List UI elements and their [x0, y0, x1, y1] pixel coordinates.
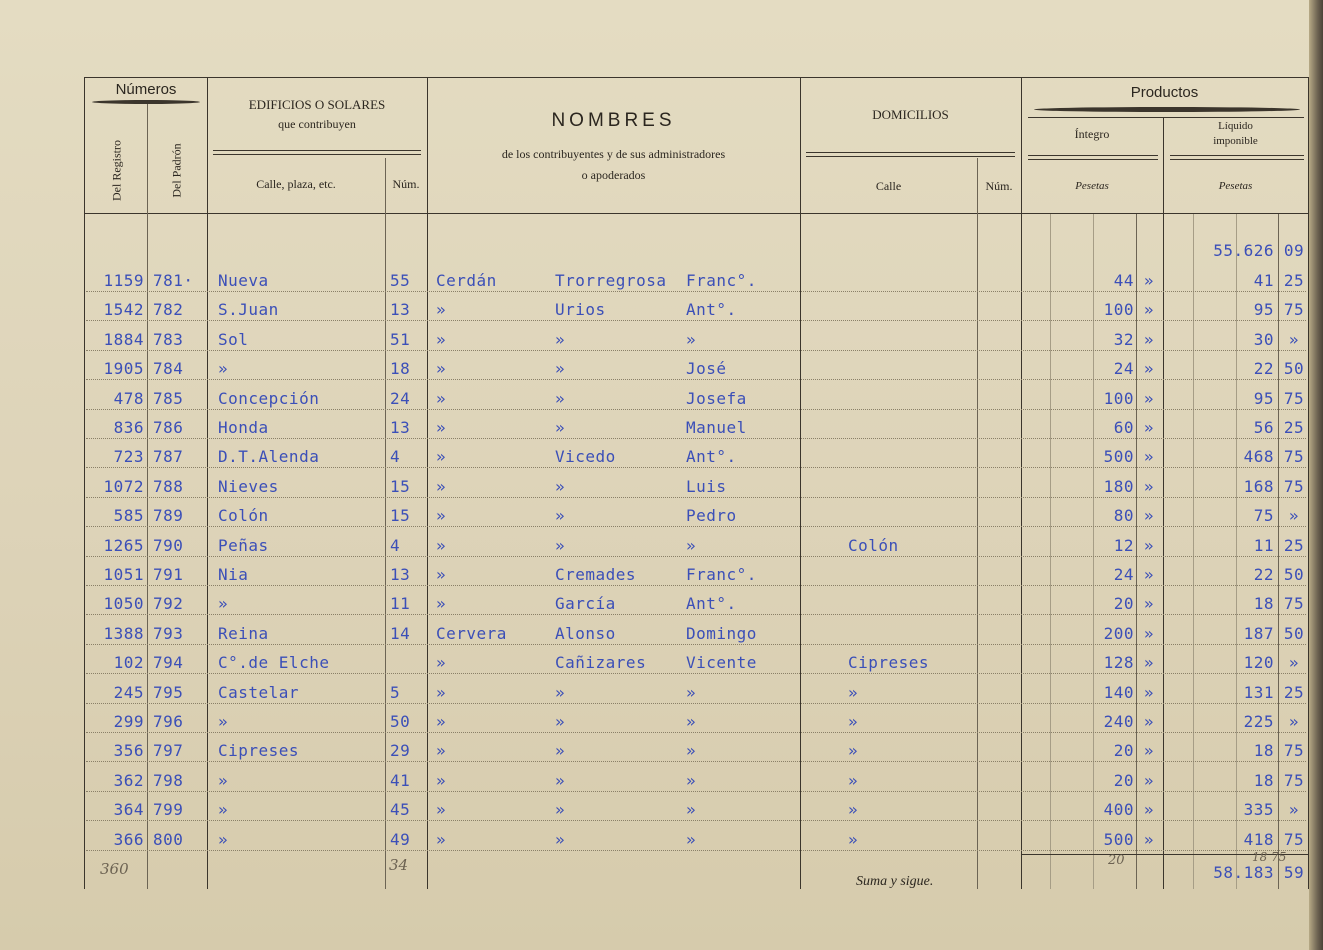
cell-reg: 1542	[103, 300, 144, 320]
cell-liq-c: 25	[1283, 418, 1305, 437]
cell-street: Reina	[218, 623, 269, 643]
header-integro: Íntegro	[1074, 127, 1110, 141]
cell-num: 13	[390, 300, 411, 320]
cell-num: 4	[390, 447, 401, 467]
cell-street: Colón	[218, 506, 269, 526]
header-productos-title: Productos	[1130, 84, 1199, 101]
cell-liq: 18	[1253, 594, 1274, 614]
cell-int: 20	[1113, 594, 1134, 614]
cell-n3: »	[686, 800, 697, 820]
cell-liq: 22	[1253, 359, 1274, 379]
cell-reg: 836	[113, 418, 144, 437]
cell-num: 55	[390, 271, 411, 290]
cell-int: 20	[1113, 770, 1134, 790]
carried-total-pesetas: 55.626	[1213, 241, 1274, 260]
cell-liq: 75	[1253, 506, 1274, 526]
cell-liq-c: »	[1288, 329, 1300, 349]
cell-reg: 364	[113, 800, 144, 820]
cell-n1: »	[436, 800, 447, 820]
cell-n1: »	[436, 359, 447, 379]
cell-liq-c: 25	[1283, 535, 1305, 555]
cell-liq: 18	[1253, 741, 1274, 761]
cell-num: 29	[390, 741, 411, 761]
row-rule	[86, 467, 1306, 468]
cell-liq-c: 75	[1283, 829, 1305, 849]
row-rule	[86, 291, 1306, 292]
cell-liq-c: 75	[1283, 741, 1305, 761]
row-rule	[86, 791, 1306, 792]
cell-int-c: »	[1143, 623, 1155, 643]
cell-n2: »	[555, 682, 566, 702]
cell-n2: Vicedo	[555, 447, 616, 467]
cell-n2: »	[555, 359, 566, 379]
cell-pad: 798	[153, 770, 184, 790]
header-nombres-sub2: o apoderados	[581, 168, 646, 182]
cell-n1: »	[436, 476, 447, 496]
cell-n2: Cremades	[555, 565, 637, 584]
cell-n2: »	[555, 476, 566, 496]
row-rule	[86, 320, 1306, 321]
cell-liq: 22	[1253, 565, 1274, 584]
cell-street: »	[218, 712, 229, 731]
cell-num: 13	[390, 565, 411, 584]
cell-pad: 792	[153, 594, 184, 614]
cell-n2: »	[555, 800, 566, 820]
footer-hand-num: 34	[389, 856, 409, 874]
header-edificios-title: EDIFICIOS O SOLARES	[248, 97, 386, 112]
row-rule	[86, 761, 1306, 762]
cell-int: 32	[1113, 329, 1134, 349]
cell-pad: 787	[153, 447, 184, 467]
cell-n2: »	[555, 535, 566, 555]
cell-n3: Domingo	[686, 623, 757, 643]
row-rule	[86, 350, 1306, 351]
cell-pad: 799	[153, 800, 184, 820]
row-rule	[86, 732, 1306, 733]
cell-int: 128	[1103, 653, 1134, 673]
cell-n3: »	[686, 682, 697, 702]
cell-num: 49	[390, 829, 411, 849]
cell-n1: »	[436, 682, 447, 702]
footer-hand-liq: 18 75	[1252, 850, 1287, 864]
cell-int-c: »	[1143, 271, 1155, 290]
cell-street: S.Juan	[218, 300, 279, 320]
cell-liq: 468	[1243, 447, 1274, 467]
cell-int-c: »	[1143, 829, 1155, 849]
cell-dom: »	[848, 712, 859, 731]
header-calle: Calle	[875, 179, 902, 193]
header-domicilios-title: DOMICILIOS	[872, 107, 949, 122]
cell-pad: 795	[153, 682, 184, 702]
cell-num: 15	[390, 506, 411, 526]
cell-reg: 362	[113, 770, 144, 790]
cell-n2: »	[555, 388, 566, 408]
cell-n3: Franc°.	[686, 565, 757, 584]
cell-pad: 789	[153, 506, 184, 526]
cell-n1: »	[436, 741, 447, 761]
row-rule	[86, 644, 1306, 645]
cell-pad: 788	[153, 476, 184, 496]
cell-street: Concepción	[218, 388, 320, 408]
cell-n2: »	[555, 329, 566, 349]
cell-n3: »	[686, 741, 697, 761]
cell-int: 140	[1103, 682, 1134, 702]
cell-liq: 120	[1243, 653, 1274, 673]
cell-num: 50	[390, 712, 411, 731]
row-rule	[86, 438, 1306, 439]
cell-liq: 11	[1253, 535, 1274, 555]
footer-total-pesetas: 58.183	[1213, 863, 1274, 882]
header-num2: Núm.	[985, 179, 1013, 193]
row-rule	[86, 673, 1306, 674]
cell-num: 18	[390, 359, 411, 379]
cell-reg: 1388	[103, 623, 144, 643]
cell-pad: 796	[153, 712, 184, 731]
cell-int: 100	[1103, 300, 1134, 320]
cell-n1: »	[436, 565, 447, 584]
cell-reg: 585	[113, 506, 144, 526]
cell-reg: 245	[113, 682, 144, 702]
cell-int: 24	[1113, 359, 1134, 379]
cell-pad: 790	[153, 535, 184, 555]
cell-int-c: »	[1143, 447, 1155, 467]
row-rule	[86, 556, 1306, 557]
cell-int: 80	[1113, 506, 1134, 526]
cell-n3: José	[686, 359, 727, 379]
cell-liq-c: 75	[1283, 770, 1305, 790]
cell-liq-c: 75	[1283, 447, 1305, 467]
cell-n3: »	[686, 770, 697, 790]
header-nombres-title: NOMBRES	[551, 110, 676, 131]
cell-int-c: »	[1143, 418, 1155, 437]
cell-street: »	[218, 359, 229, 379]
row-rule	[86, 526, 1306, 527]
cell-n2: »	[555, 712, 566, 731]
row-rule	[86, 585, 1306, 586]
cell-num: 11	[390, 594, 411, 614]
header-pesetas-2: Pesetas	[1218, 180, 1253, 192]
cell-n3: Ant°.	[686, 300, 737, 320]
cell-dom: »	[848, 829, 859, 849]
cell-liq-c: »	[1288, 712, 1300, 731]
cell-street: Sol	[218, 329, 249, 349]
cell-int-c: »	[1143, 329, 1155, 349]
cell-dom: »	[848, 800, 859, 820]
footer-total-cents: 59	[1283, 863, 1305, 882]
footer-suma: Suma y sigue.	[856, 874, 934, 889]
cell-liq-c: »	[1288, 653, 1300, 673]
cell-n3: »	[686, 535, 697, 555]
cell-n3: Manuel	[686, 418, 747, 437]
cell-n1: »	[436, 447, 447, 467]
cell-int-c: »	[1143, 682, 1155, 702]
cell-int-c: »	[1143, 300, 1155, 320]
cell-reg: 1072	[103, 476, 144, 496]
cell-n3: »	[686, 329, 697, 349]
header-del-registro: Del Registro	[109, 140, 124, 201]
footer-hand-int: 20	[1108, 853, 1125, 868]
header-calle-plaza: Calle, plaza, etc.	[256, 177, 336, 191]
cell-n1: »	[436, 594, 447, 614]
cell-int: 200	[1103, 623, 1134, 643]
cell-street: »	[218, 594, 229, 614]
cell-pad: 786	[153, 418, 184, 437]
cell-int: 240	[1103, 712, 1134, 731]
cell-street: C°.de Elche	[218, 653, 330, 673]
cell-street: »	[218, 829, 229, 849]
cell-int: 180	[1103, 476, 1134, 496]
cell-num: 41	[390, 770, 411, 790]
cell-liq: 335	[1243, 800, 1274, 820]
cell-num: 14	[390, 623, 411, 643]
cell-street: »	[218, 800, 229, 820]
cell-pad: 794	[153, 653, 184, 673]
cell-liq: 41	[1253, 271, 1274, 290]
row-rule	[86, 820, 1306, 821]
cell-n3: Pedro	[686, 506, 737, 526]
cell-n3: »	[686, 712, 697, 731]
cell-n1: »	[436, 829, 447, 849]
cell-pad: 785	[153, 388, 184, 408]
cell-int-c: »	[1143, 535, 1155, 555]
cell-pad: 784	[153, 359, 184, 379]
cell-int: 20	[1113, 741, 1134, 761]
cell-n3: Ant°.	[686, 594, 737, 614]
cell-n1: Cervera	[436, 623, 507, 643]
cell-dom: Colón	[848, 535, 899, 555]
cell-n1: »	[436, 770, 447, 790]
cell-num: 5	[390, 682, 401, 702]
cell-street: Nueva	[218, 271, 269, 290]
cell-int: 44	[1113, 271, 1134, 290]
cell-int: 12	[1113, 535, 1134, 555]
cell-n1: »	[436, 535, 447, 555]
cell-n3: Vicente	[686, 653, 757, 673]
cell-reg: 102	[113, 653, 144, 673]
cell-reg: 1884	[103, 329, 144, 349]
header-pesetas-1: Pesetas	[1075, 180, 1109, 192]
cell-liq: 131	[1243, 682, 1274, 702]
row-rule	[86, 497, 1306, 498]
footer-hand-reg: 360	[100, 860, 129, 878]
cell-n3: Luis	[686, 476, 727, 496]
cell-liq: 418	[1243, 829, 1274, 849]
cell-reg: 1159	[103, 271, 144, 290]
cell-reg: 1050	[103, 594, 144, 614]
cell-n2: Alonso	[555, 623, 616, 643]
cell-liq-c: »	[1288, 800, 1300, 820]
cell-int-c: »	[1143, 594, 1155, 614]
cell-n1: »	[436, 388, 447, 408]
cell-street: Peñas	[218, 535, 269, 555]
cell-liq-c: »	[1288, 506, 1300, 526]
cell-int: 500	[1103, 829, 1134, 849]
cell-int-c: »	[1143, 506, 1155, 526]
cell-n2: »	[555, 506, 566, 526]
cell-n1: »	[436, 712, 447, 731]
cell-pad: 791	[153, 565, 184, 584]
header-del-padron: Del Padrón	[169, 143, 184, 198]
cell-int-c: »	[1143, 770, 1155, 790]
row-rule	[86, 379, 1306, 380]
cell-liq: 95	[1253, 388, 1274, 408]
row-rule	[86, 850, 1306, 851]
cell-n1: »	[436, 329, 447, 349]
cell-n3: Ant°.	[686, 447, 737, 467]
cell-num: 15	[390, 476, 411, 496]
cell-int-c: »	[1143, 653, 1155, 673]
cell-pad: 781·	[153, 271, 194, 290]
cell-reg: 1051	[103, 565, 144, 584]
cell-liq-c: 50	[1283, 565, 1305, 584]
cell-liq-c: 50	[1283, 359, 1305, 379]
cell-liq: 95	[1253, 300, 1274, 320]
cell-dom: Cipreses	[848, 653, 930, 673]
cell-pad: 797	[153, 741, 184, 761]
cell-int-c: »	[1143, 741, 1155, 761]
cell-dom: »	[848, 741, 859, 761]
cell-pad: 783	[153, 329, 184, 349]
cell-reg: 1265	[103, 535, 144, 555]
cell-num: 51	[390, 329, 411, 349]
cell-n2: Cañizares	[555, 653, 647, 673]
header-liquido-1: Líquido	[1218, 120, 1253, 132]
cell-reg: 478	[113, 388, 144, 408]
cell-street: Nieves	[218, 476, 279, 496]
cell-n1: »	[436, 653, 447, 673]
cell-street: D.T.Alenda	[218, 447, 320, 467]
cell-street: »	[218, 770, 229, 790]
row-rule	[86, 703, 1306, 704]
cell-liq: 168	[1243, 476, 1274, 496]
cell-int-c: »	[1143, 388, 1155, 408]
cell-liq-c: 25	[1283, 682, 1305, 702]
cell-n1: »	[436, 418, 447, 437]
cell-n2: »	[555, 741, 566, 761]
cell-liq-c: 75	[1283, 476, 1305, 496]
cell-reg: 1905	[103, 359, 144, 379]
cell-int: 24	[1113, 565, 1134, 584]
cell-n2: »	[555, 770, 566, 790]
cell-int-c: »	[1143, 800, 1155, 820]
cell-n3: Franc°.	[686, 271, 757, 290]
cell-int: 400	[1103, 800, 1134, 820]
cell-int-c: »	[1143, 565, 1155, 584]
header-numeros: Números	[115, 81, 177, 98]
header-liquido-2: imponible	[1213, 135, 1258, 147]
cell-liq: 225	[1243, 712, 1274, 731]
cell-n2: »	[555, 418, 566, 437]
cell-n2: »	[555, 829, 566, 849]
cell-reg: 366	[113, 829, 144, 849]
cell-pad: 800	[153, 829, 184, 849]
cell-num: 13	[390, 418, 411, 437]
cell-n2: Urios	[555, 300, 606, 320]
cell-int-c: »	[1143, 359, 1155, 379]
cell-liq-c: 75	[1283, 594, 1305, 614]
cell-n2: Trorregrosa	[555, 271, 667, 290]
cell-num: 45	[390, 800, 411, 820]
cell-liq: 18	[1253, 770, 1274, 790]
cell-pad: 782	[153, 300, 184, 320]
cell-liq: 30	[1253, 329, 1274, 349]
cell-street: Nia	[218, 565, 249, 584]
cell-liq-c: 50	[1283, 623, 1305, 643]
cell-int: 100	[1103, 388, 1134, 408]
header-num: Núm.	[392, 177, 420, 191]
cell-n1: »	[436, 506, 447, 526]
cell-n3: Josefa	[686, 388, 747, 408]
cell-liq: 187	[1243, 623, 1274, 643]
carried-total-cents: 09	[1283, 241, 1305, 260]
header-edificios-sub: que contribuyen	[278, 117, 356, 131]
cell-street: Castelar	[218, 682, 300, 702]
cell-liq-c: 25	[1283, 271, 1305, 290]
cell-int: 60	[1113, 418, 1134, 437]
cell-reg: 723	[113, 447, 144, 467]
cell-n3: »	[686, 829, 697, 849]
cell-num: 4	[390, 535, 401, 555]
row-rule	[86, 614, 1306, 615]
cell-dom: »	[848, 770, 859, 790]
cell-int-c: »	[1143, 712, 1155, 731]
cell-pad: 793	[153, 623, 184, 643]
row-rule	[86, 409, 1306, 410]
cell-int-c: »	[1143, 476, 1155, 496]
cell-n1: »	[436, 300, 447, 320]
cell-liq-c: 75	[1283, 300, 1305, 320]
cell-dom: »	[848, 682, 859, 702]
header-nombres-sub1: de los contribuyentes y de sus administradores	[501, 147, 726, 161]
cell-street: Cipreses	[218, 741, 300, 761]
cell-n2: García	[555, 594, 616, 614]
cell-liq: 56	[1253, 418, 1274, 437]
cell-n1: Cerdán	[436, 271, 497, 290]
cell-reg: 356	[113, 741, 144, 761]
cell-liq-c: 75	[1283, 388, 1305, 408]
cell-num: 24	[390, 388, 411, 408]
cell-reg: 299	[113, 712, 144, 731]
page-edge	[1309, 0, 1323, 950]
cell-street: Honda	[218, 418, 269, 437]
cell-int: 500	[1103, 447, 1134, 467]
